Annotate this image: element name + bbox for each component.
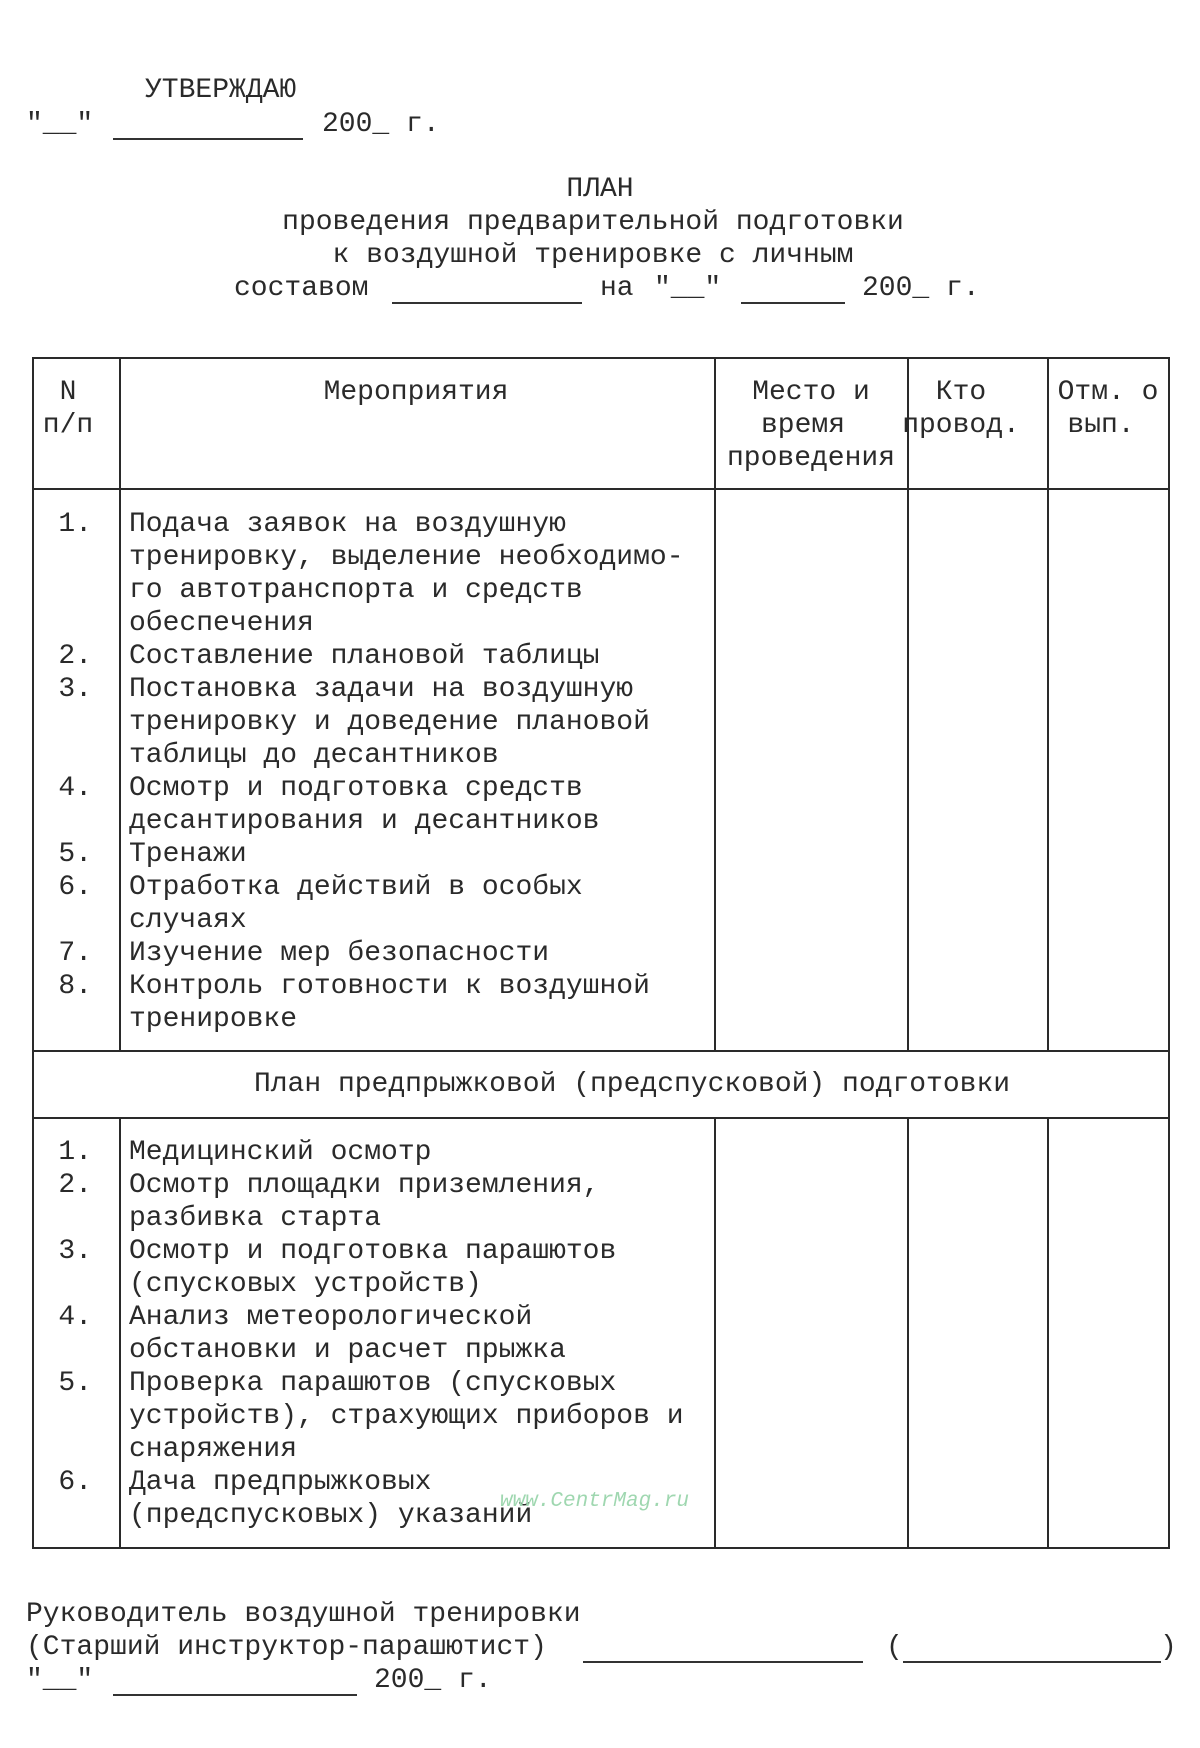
footer-date-quote: "__" bbox=[26, 1665, 94, 1696]
header-num-line2: п/п bbox=[42, 410, 94, 441]
row-event-text: Медицинский осмотр bbox=[129, 1137, 432, 1168]
section-band-top bbox=[32, 1050, 1170, 1052]
col-divider-2-lower bbox=[714, 1117, 716, 1549]
row-event-text: Осмотр площадки приземления, bbox=[129, 1170, 600, 1201]
footer-date-blank bbox=[113, 1694, 357, 1696]
plan-subtitle-on: на bbox=[600, 273, 634, 304]
section2-title: План предпрыжковой (предспусковой) подготовки bbox=[253, 1069, 1011, 1100]
footer-paren-close: ) bbox=[1160, 1632, 1177, 1663]
footer-head-line1: Руководитель воздушной тренировки bbox=[26, 1599, 581, 1630]
composition-blank bbox=[392, 302, 582, 304]
row-event-text: обеспечения bbox=[129, 608, 314, 639]
row-number: 1. bbox=[58, 509, 92, 540]
col-divider-1-upper bbox=[119, 357, 121, 1052]
row-event-text: Контроль готовности к воздушной bbox=[129, 971, 650, 1002]
plan-subtitle-composition: составом bbox=[234, 273, 369, 304]
row-event-text: Дача предпрыжковых bbox=[129, 1467, 432, 1498]
plan-date-blank bbox=[741, 302, 845, 304]
row-event-text: Постановка задачи на воздушную bbox=[129, 674, 634, 705]
signature-blank bbox=[583, 1661, 863, 1663]
row-event-text: тренировку и доведение плановой bbox=[129, 707, 650, 738]
col-divider-4-upper bbox=[1047, 357, 1049, 1052]
col-divider-3-lower bbox=[907, 1117, 909, 1549]
approval-year: 200_ г. bbox=[322, 109, 440, 140]
plan-subtitle-line2: к воздушной тренировке с личным bbox=[332, 240, 854, 271]
row-event-text: (спусковых устройств) bbox=[129, 1269, 482, 1300]
row-event-text: Анализ метеорологической bbox=[129, 1302, 533, 1333]
row-number: 1. bbox=[58, 1137, 92, 1168]
approval-date-blank bbox=[113, 138, 303, 140]
plan-title: ПЛАН bbox=[566, 174, 634, 205]
table-border-right bbox=[1168, 357, 1170, 1549]
header-mark-line1: Отм. о bbox=[1057, 377, 1159, 408]
col-divider-3-upper bbox=[907, 357, 909, 1052]
watermark: www.CentrMag.ru bbox=[500, 1490, 690, 1513]
row-number: 3. bbox=[58, 674, 92, 705]
row-number: 7. bbox=[58, 938, 92, 969]
col-divider-4-lower bbox=[1047, 1117, 1049, 1549]
row-event-text: Составление плановой таблицы bbox=[129, 641, 600, 672]
row-number: 6. bbox=[58, 872, 92, 903]
row-event-text: Отработка действий в особых bbox=[129, 872, 583, 903]
row-event-text: Изучение мер безопасности bbox=[129, 938, 550, 969]
footer-year: 200_ г. bbox=[374, 1665, 492, 1696]
row-number: 3. bbox=[58, 1236, 92, 1267]
approval-title: УТВЕРЖДАЮ bbox=[145, 75, 297, 106]
header-mark-line2: вып. bbox=[1067, 410, 1135, 441]
plan-year: 200_ г. bbox=[862, 273, 980, 304]
plan-subtitle-line1: проведения предварительной подготовки bbox=[282, 207, 904, 238]
row-number: 4. bbox=[58, 1302, 92, 1333]
header-who-line2: провод. bbox=[902, 410, 1020, 441]
plan-date-quote: "__" bbox=[654, 273, 722, 304]
row-event-text: Тренажи bbox=[129, 839, 247, 870]
row-event-text: обстановки и расчет прыжка bbox=[129, 1335, 566, 1366]
header-place-line2: время bbox=[760, 410, 846, 441]
row-event-text: Осмотр и подготовка средств bbox=[129, 773, 583, 804]
row-event-text: тренировке bbox=[129, 1004, 298, 1035]
row-event-text: тренировку, выделение необходимо- bbox=[129, 542, 684, 573]
row-number: 6. bbox=[58, 1467, 92, 1498]
name-blank bbox=[903, 1661, 1161, 1663]
row-event-text: случаях bbox=[129, 905, 247, 936]
table-header-divider bbox=[32, 488, 1170, 490]
row-number: 2. bbox=[58, 1170, 92, 1201]
row-event-text: го автотранспорта и средств bbox=[129, 575, 583, 606]
header-num-line1: N bbox=[59, 377, 77, 408]
row-event-text: снаряжения bbox=[129, 1434, 298, 1465]
row-number: 2. bbox=[58, 641, 92, 672]
row-event-text: разбивка старта bbox=[129, 1203, 382, 1234]
table-border-bottom bbox=[32, 1547, 1170, 1549]
row-number: 8. bbox=[58, 971, 92, 1002]
row-event-text: таблицы до десантников bbox=[129, 740, 499, 771]
row-number: 5. bbox=[58, 839, 92, 870]
row-event-text: устройств), страхующих приборов и bbox=[129, 1401, 684, 1432]
row-event-text: (предспусковых) указаний bbox=[129, 1500, 533, 1531]
header-place-line3: проведения bbox=[726, 443, 896, 474]
header-who-line1: Кто bbox=[935, 377, 987, 408]
col-divider-2-upper bbox=[714, 357, 716, 1052]
row-event-text: Осмотр и подготовка парашютов bbox=[129, 1236, 617, 1267]
footer-paren-open: ( bbox=[886, 1632, 903, 1663]
approval-date-quote: "__" bbox=[26, 109, 94, 140]
row-event-text: Проверка парашютов (спусковых bbox=[129, 1368, 617, 1399]
col-divider-1-lower bbox=[119, 1117, 121, 1549]
header-place-line1: Место и bbox=[752, 377, 870, 408]
header-event: Мероприятия bbox=[323, 377, 509, 408]
row-event-text: Подача заявок на воздушную bbox=[129, 509, 566, 540]
footer-head-line2: (Старший инструктор-парашютист) bbox=[26, 1632, 547, 1663]
table-border-top bbox=[32, 357, 1170, 359]
row-number: 5. bbox=[58, 1368, 92, 1399]
section-band-bottom bbox=[32, 1117, 1170, 1119]
row-event-text: десантирования и десантников bbox=[129, 806, 600, 837]
row-number: 4. bbox=[58, 773, 92, 804]
